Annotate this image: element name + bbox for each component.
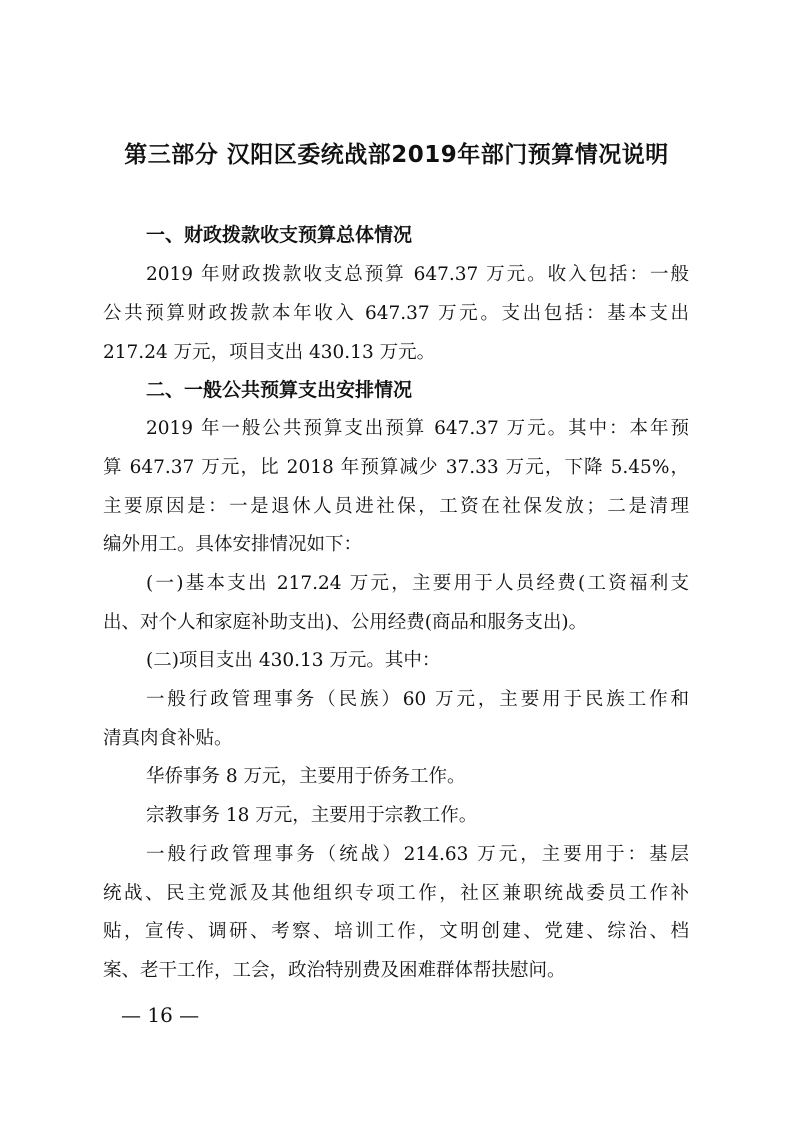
paragraph-line: 编外用工。具体安排情况如下： [103,534,363,555]
section-2-heading: 二、一般公共预算支出安排情况 [146,379,413,401]
paragraph-line: 公共预算财政拨款本年收入 647.37 万元。支出包括：基本支出 [103,303,689,324]
paragraph-line: 宗教事务 18 万元，主要用于宗教工作。 [146,805,478,826]
paragraph-line: 2019 年一般公共预算支出预算 647.37 万元。其中：本年预 [146,418,689,439]
paragraph-line: 统战、民主党派及其他组织专项工作，社区兼职统战委员工作补 [103,883,689,904]
paragraph-line: 华侨事务 8 万元，主要用于侨务工作。 [146,766,466,787]
paragraph-line: 一般行政管理事务（民族）60 万元，主要用于民族工作和 [146,689,689,710]
paragraph-line: 217.24 万元，项目支出 430.13 万元。 [103,342,436,363]
paragraph-line: 算 647.37 万元，比 2018 年预算减少 37.33 万元，下降 5.45%， [103,457,689,478]
paragraph-line: 2019 年财政拨款收支总预算 647.37 万元。收入包括：一般 [146,264,689,285]
section-1-heading: 一、财政拨款收支预算总体情况 [146,224,413,246]
paragraph-line: 贴，宣传、调研、考察、培训工作，文明创建、党建、综治、档 [103,921,689,942]
document-title: 第三部分 汉阳区委统战部2019年部门预算情况说明 [124,142,669,168]
paragraph-line: (二)项目支出 430.13 万元。其中： [146,650,441,671]
paragraph-line: 案、老干工作，工会，政治特别费及困难群体帮扶慰问。 [103,960,566,981]
paragraph-line: 出、对个人和家庭补助支出)、公用经费(商品和服务支出)。 [103,612,588,633]
paragraph-line: 清真肉食补贴。 [103,728,233,749]
paragraph-line: (一)基本支出 217.24 万元，主要用于人员经费(工资福利支 [146,573,689,594]
paragraph-line: 一般行政管理事务（统战）214.63 万元，主要用于：基层 [146,844,689,865]
page-number: — 16 — [121,1003,200,1027]
paragraph-line: 主要原因是：一是退休人员进社保，工资在社保发放；二是清理 [103,496,689,517]
